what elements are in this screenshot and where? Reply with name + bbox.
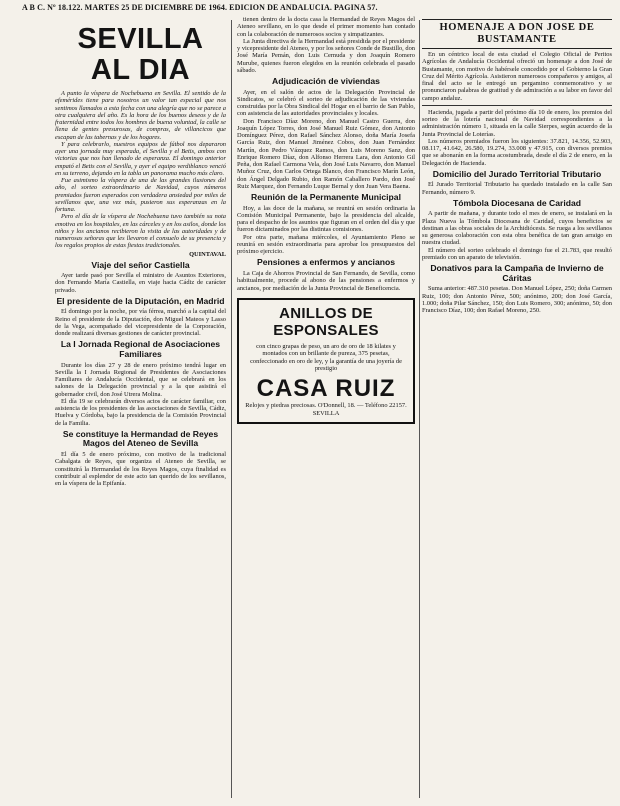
headline-jornada-regional: La I Jornada Regional de Asociaciones Familiares: [60, 339, 221, 360]
article-pensiones: La Caja de Ahorros Provincial de San Fernando, de Sevilla, como habitualmente, procede al abono de las pensiones a enfermos y ancianos, por mediación de la Junta Provincial de Beneficencia.: [237, 270, 415, 292]
article-intro-p2: Y para celebrarlo, nuestros equipos de fútbol nos depararon ayer una jornada muy esperada, el Sevilla y el Betis, ambos con victorias que nos han llenado de esperanza. El domingo anterior empató el Betis con el Sevilla, y ayer el equipo verdiblanco venció en su terreno, dejando en la tabla un panorama mucho más claro.: [55, 140, 226, 177]
headline-castiella: Viaje del señor Castiella: [91, 259, 190, 270]
headline-tombola: Tómbola Diocesana de Caridad: [453, 197, 581, 208]
article-viviendas-list: Don Francisco Díaz Moreno, don Manuel Castro Guerra, don Joaquín López Torres, don José Manuel Ruiz Gómez, don Antonio Domínguez Pérez, don Rafael Sánchez Alonso, doña María Josefa García Ruiz, don Manuel Jiménez Cobos, don Juan Fernández Martín, don Pedro Vázquez Ramos, don Luis Moreno Sanz, don Enrique Romero Díaz, don Alfonso Herrera Lara, don Antonio Gil Peña, don Rafael Carmona Vela, don José Luis Navarro, don Manuel Muñoz Cruz, don Carlos Ortega Blanco, don Francisco Marín León, don Ángel Delgado Rubio, don Ramón Caballero Pardo, don José Ruiz Marquez, don Fernando Luque Bernal y don Juan Vera Baena.: [237, 117, 415, 190]
article-intro-p4: Pero el día de la víspera de Nochebuena tuvo también su nota emotiva en los hospitales, en las cárceles y en los asilos, donde los niños y los ancianos recibieron la visita de las autoridades y de numerosas señoras que les llevaron el consuelo de su presencia y los regalos propios de estas fiestas tradicionales.: [55, 213, 226, 250]
article-intro-p3: Fue asimismo la víspera de una de las grandes ilusiones del año, el sorteo extraordinario de Navidad, cuyos números premiados fueron esperados con verdadera ansiedad por miles de sevillanos que, una vez más, pusieron sus esperanzas en la fortuna.: [55, 177, 226, 213]
headline-viviendas: Adjudicación de viviendas: [272, 76, 380, 86]
column-1: [55, 16, 226, 802]
headline-jurado-tributario: Domicilio del Jurado Territorial Tributario: [432, 168, 602, 179]
article-hermandad-reyes: El día 5 de enero próximo, con motivo de la tradicional Cabalgata de Reyes, que organiza el Ateneo de Sevilla, se constituirá la Hermandad de los Reyes Magos, cuya finalidad es contribuir al esplendor de este acto tan querido de los sevillanos, en la víspera de la Epifanía.: [55, 451, 226, 488]
article-homenaje: En un céntrico local de esta ciudad el Colegio Oficial de Peritos Agrícolas de Andalucía Occidental ofreció un homenaje a don José de Bustamante, con motivo de habérsele concedido por el Gobierno la Gran Cruz del Mérito Agrícola. Asistieron numerosos compañeros y amigos, al final del acto se le entregó un pergamino conmemorativo y se pronunciaron palabras de gratitud y de admiración a su labor en favor del campo andaluz.: [422, 51, 612, 102]
article-jurado-tributario: El Jurado Territorial Tributario ha quedado instalado en la calle San Fernando, número 9.: [422, 181, 612, 196]
article-junta-directiva: La Junta directiva de la Hermandad está presidida por el presidente y vicepresidente del Ateneo, y por los señores Conde de Bustillo, don José María Pemán, don Luis Cernuda y don Joaquín Romero Murube, quienes fueron elegidos en la reunión celebrada el pasado sábado.: [237, 37, 415, 74]
article-numeros-premiados: Los números premiados fueron los siguientes: 37.821, 14.356, 52.903, 08.117, 41.642, 26.580, 19.274, 33.008 y 47.915, con diversos premios que se abonarán en la forma acostumbrada, desde el día 2 de enero, en la Delegación de Hacienda.: [422, 137, 612, 167]
page-masthead: A B C. Nº 18.122. MARTES 25 DE DICIEMBRE DE 1964. EDICION DE ANDALUCIA. PAGINA 57.: [22, 3, 378, 12]
article-signature: QUINTAVAL: [189, 250, 226, 258]
ad-address: Relojes y piedras preciosas. O'Donnell, 18. — Teléfono 22157. SEVILLA: [245, 402, 407, 417]
column-rule-2: [419, 20, 420, 798]
article-castiella: Ayer tarde pasó por Sevilla el ministro de Asuntos Exteriores, don Fernando María Castiella, en viaje hacia Cádiz de carácter privado.: [55, 272, 226, 294]
headline-homenaje: HOMENAJE A DON JOSE DE BUSTAMANTE: [422, 19, 612, 49]
headline-presidente-diputacion: El presidente de la Diputación, en Madrid: [56, 295, 225, 306]
ad-body: con cinco grapas de peso, un aro de oro de 18 kilates y montados con un brillante de pureza, 375 pesetas, confeccionado en oro de ley, y la garantía de una joyería de prestigio: [250, 342, 402, 372]
article-jornada-regional: Durante los días 27 y 28 de enero próximo tendrá lugar en Sevilla la I Jornada Regional de Presidentes de Asociaciones Familiares de Andalucía Occidental, que se celebrará en los salones de la Delegación provincial y a la que asistirá el gobernador civil, don José Utrera Molina.: [55, 361, 226, 398]
article-tombola: A partir de mañana, y durante todo el mes de enero, se instalará en la Plaza Nueva la Tómbola Diocesana de Caridad, cuyos beneficios se destinan a las obras sociales de la Archidiócesis. Se ruega a los sevillanos su generosa colaboración con esta obra benéfica de tan gran arraigo en nuestra ciudad.: [422, 210, 612, 247]
headline-donativos-caritas: Donativos para la Campaña de Invierno de Cáritas: [430, 263, 604, 283]
column-rule-1: [231, 20, 232, 798]
article-permanente-municipal: Hoy, a las doce de la mañana, se reunirá en sesión ordinaria la Comisión Municipal Permanente, bajo la presidencia del alcalde, para el despacho de los asuntos que figuran en el orden del día y que fueron dictaminados por las distintas comisiones.: [237, 204, 415, 234]
headline-pensiones: Pensiones a enfermos y ancianos: [256, 257, 396, 268]
section-title: SEVILLA AL DIA: [77, 23, 204, 86]
section-divider: [422, 105, 612, 106]
article-permanente-municipal-2: Por otra parte, mañana miércoles, el Ayuntamiento Pleno se reunirá en sesión extraordinaria para aprobar los presupuestos del próximo ejercicio.: [237, 233, 415, 256]
article-continuation: tienen dentro de la docta casa la Hermandad de Reyes Magos del Ateneo sevillano, en lo que desde el primer momento han contado con la colaboración de numerosos socios y simpatizantes.: [237, 16, 415, 38]
article-loteria: Hacienda, jugada a partir del próximo día 10 de enero, los premios del sorteo de la lotería nacional de Navidad correspondientes a la administración número 1, situada en la calle Sierpes, según acuerdo de la Junta Provincial de Loterías.: [422, 108, 612, 138]
article-donativos-caritas: Suma anterior: 487.310 pesetas. Don Manuel López, 250; doña Carmen Ruiz, 100; don Antonio Pérez, 500; anónimo, 200; don José García, 1.000; doña Pilar Sánchez, 150; don Luis Romero, 300; anónimo, 50; don Francisco Díaz, 100; don Rafael Moreno, 250.: [422, 285, 612, 315]
advertisement-casa-ruiz: [237, 298, 415, 424]
column-2: [237, 16, 415, 802]
column-3: [422, 16, 612, 802]
article-presidente-diputacion: El domingo por la noche, por vía férrea, marchó a la capital del Reino el presidente de la Diputación, don Miguel Mateos y Lasso de la Vega, acompañado del vicepresidente de la Corporación, donde realizará diversas gestiones de carácter provincial.: [55, 308, 226, 338]
ad-headline: ANILLOS DE ESPONSALES: [273, 304, 379, 339]
article-tombola-2: El número del sorteo celebrado el domingo fue el 21.783, que resultó premiado con un aparato de televisión.: [422, 246, 612, 261]
headline-hermandad-reyes: Se constituye la Hermandad de Reyes Magos del Ateneo de Sevilla: [62, 428, 219, 449]
article-jornada-regional-2: El día 19 se celebrarán diversos actos de carácter familiar, con asistencia de los presidentes de las asociaciones de Sevilla, Cádiz, Huelva y Córdoba, bajo la presidencia de la Comisión Provincial de la Familia.: [55, 397, 226, 427]
article-viviendas: Ayer, en el salón de actos de la Delegación Provincial de Sindicatos, se celebró el sorteo de adjudicación de las viviendas construidas por la Obra Sindical del Hogar en el barrio de San Pablo, con asistencia de las autoridades provinciales y locales.: [237, 88, 415, 118]
headline-permanente-municipal: Reunión de la Permanente Municipal: [251, 192, 401, 203]
ad-brand: CASA RUIZ: [256, 375, 396, 403]
article-intro-p1: A punto la víspera de Nochebuena en Sevilla. El sentido de la efemérides tiene para nosotros un valor tan especial que nos sentimos llamados a esta fecha con una alegría que no se parece a otra cualquiera del año. Es la hora de los buenos deseos y de la fraternidad entre todos los hombres de buena voluntad, la calle se llena de gentes presurosas, de compras, de villancicos que escapan de las tabernas y de los hogares.: [55, 90, 226, 141]
